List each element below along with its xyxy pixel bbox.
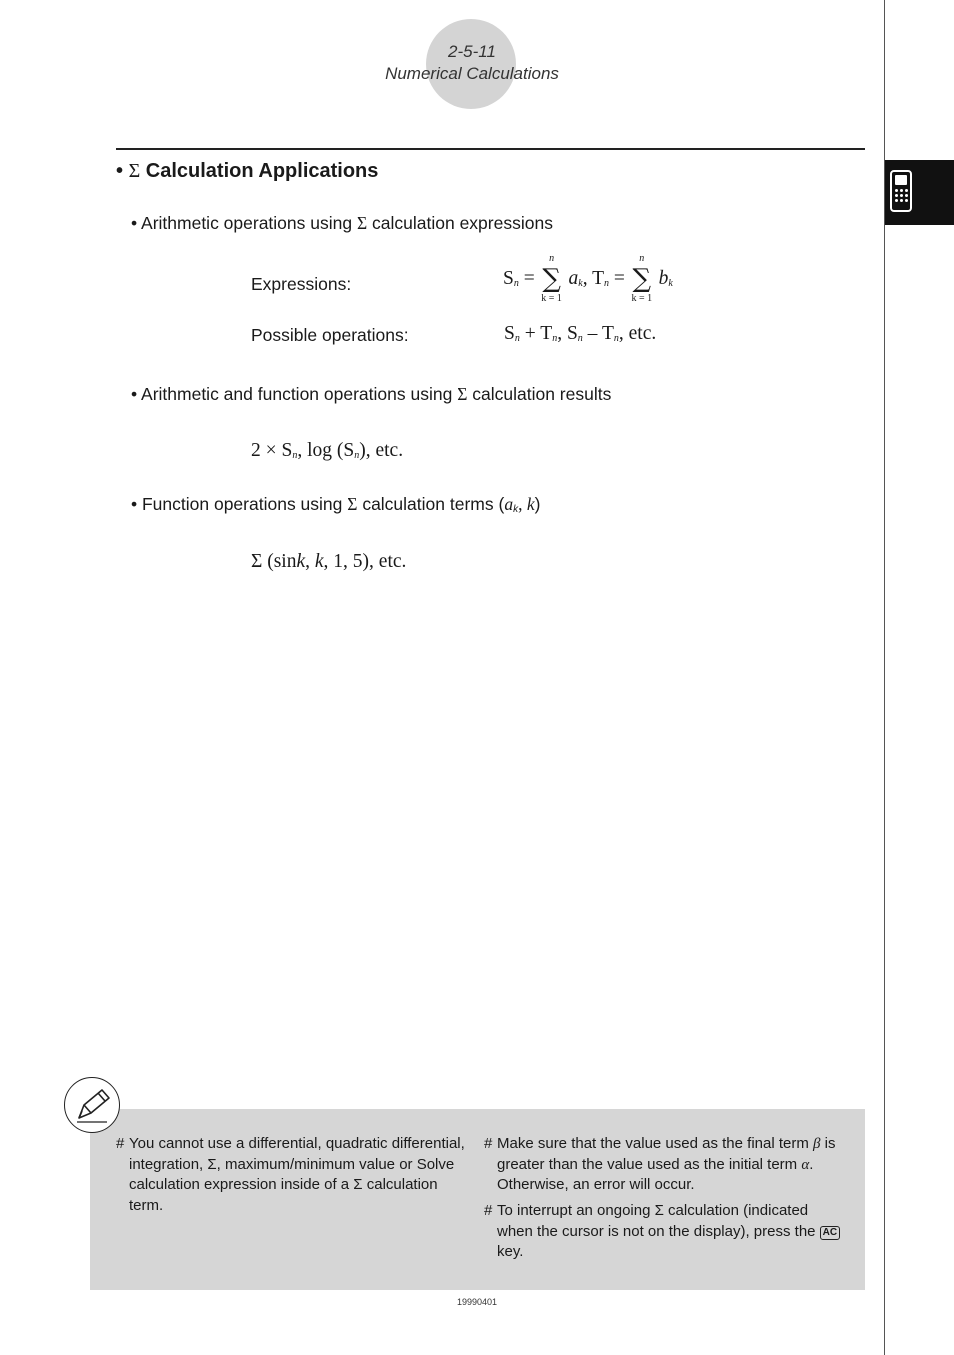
section-title: Calculation Applications	[145, 160, 379, 182]
page-number: 2-5-11	[448, 42, 496, 61]
chapter-title: Numerical Calculations	[385, 64, 559, 83]
term-example: Σ (sink, k, 1, 5), etc.	[251, 551, 407, 572]
pencil-icon	[64, 1077, 120, 1133]
summation-sign: n ∑ k = 1	[541, 253, 562, 304]
calculator-icon	[890, 170, 912, 212]
operations-label: Possible operations:	[251, 325, 409, 345]
bullet-arithmetic-results: • Arithmetic and function operations using Σ calculation results	[131, 384, 612, 404]
ac-key-icon: AC	[820, 1226, 840, 1240]
operations-formula: Sn + Tn, Sn – Tn, etc.	[504, 323, 657, 344]
expressions-label: Expressions:	[251, 274, 352, 294]
note-right-1: # Make sure that the value used as the final term β is greater than the value used as the initial term α. Otherwise, an error will occur.	[484, 1135, 836, 1193]
section-heading: • Σ Calculation Applications	[116, 160, 379, 182]
header-rule	[116, 148, 865, 150]
result-example: 2 × Sn, log (Sn), etc.	[251, 440, 404, 461]
summation-sign: n ∑ k = 1	[631, 253, 653, 304]
expressions-formula: Sn = n ∑ k = 1 ak, Tn = n ∑ k = 1 bk	[503, 253, 673, 304]
note-left: # You cannot use a differential, quadratic differential, integration, Σ, maximum/minimum value or Solve calculation expression inside of a Σ calculation term.	[116, 1135, 465, 1214]
note-right-2: # To interrupt an ongoing Σ calculation (indicated when the cursor is not on the display), press the AC key.	[497, 1201, 845, 1263]
sigma-symbol: Σ	[128, 160, 141, 182]
bullet-function-terms: • Function operations using Σ calculation terms (ak, k)	[131, 494, 541, 515]
footer-code: 19990401	[456, 1297, 498, 1307]
bullet-arithmetic-expressions: • Arithmetic operations using Σ calculation expressions	[131, 213, 553, 233]
